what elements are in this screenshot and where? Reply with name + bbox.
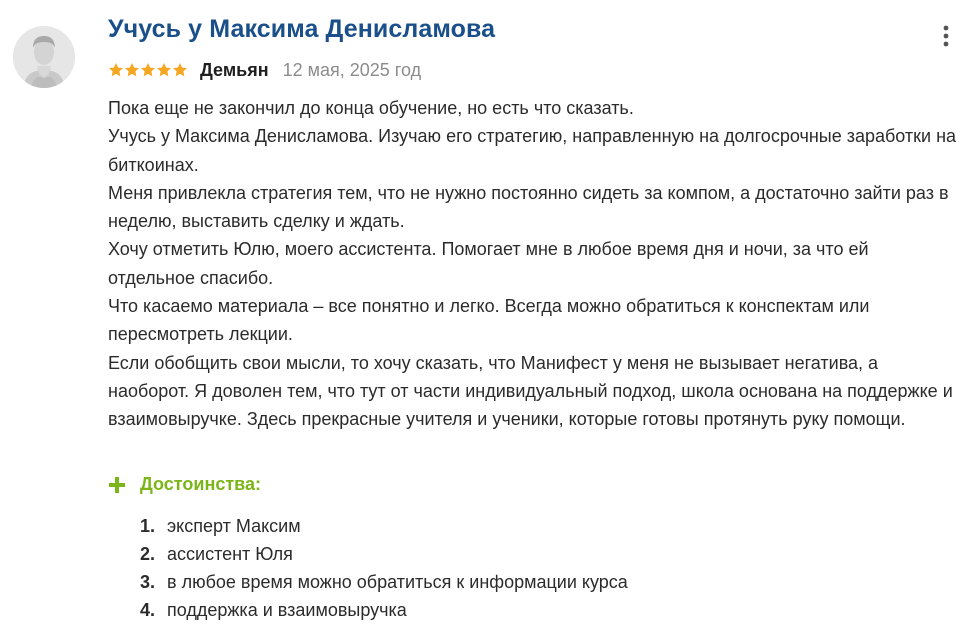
list-item-number: 1.	[140, 516, 156, 536]
review-paragraph: Хочу отметить Юлю, моего ассистента. Помогает мне в любое время дня и ночи, за что ей отдельное спасибо.	[108, 239, 869, 288]
author-name[interactable]: Демьян	[200, 59, 269, 80]
pros-title: Достоинства:	[140, 474, 261, 494]
star-icon	[172, 62, 188, 78]
review-paragraph: Пока еще не закончил до конца обучение, но есть что сказать.	[108, 98, 634, 118]
review-meta	[108, 58, 421, 82]
star-icon	[156, 62, 172, 78]
list-item	[140, 596, 628, 624]
review-paragraph: Если обобщить свои мысли, то хочу сказать, что Манифест у меня не вызывает негатива, а наоборот. Я доволен тем, что тут от части индивидуальный подход, школа основана на поддержке и взаимовыручке. Здесь прекрасные учителя и ученики, которые готовы протянуть руку помощи.	[108, 352, 953, 430]
review-paragraph: Меня привлекла стратегия тем, что не нужно постоянно сидеть за компом, а достаточно зайти раз в неделю, выставить сделку и ждать.	[108, 182, 949, 232]
review-paragraph: Учусь у Максима Денисламова. Изучаю его стратегию, направленную на долгосрочные заработки на биткоинах.	[108, 126, 957, 175]
list-item	[140, 540, 628, 568]
review-date: 12 мая, 2025 год	[282, 59, 422, 80]
avatar[interactable]	[13, 26, 75, 88]
list-item-number: 2.	[140, 544, 156, 564]
list-item-text: поддержка и взаимовыручка	[167, 600, 407, 620]
star-icon	[124, 62, 140, 78]
rating-stars	[108, 62, 188, 78]
list-item-number: 3.	[140, 572, 156, 592]
list-item-text: эксперт Максим	[167, 516, 301, 536]
plus-icon	[108, 476, 126, 494]
star-icon	[140, 62, 156, 78]
star-icon	[108, 62, 124, 78]
user-avatar-icon	[13, 26, 75, 88]
list-item	[140, 512, 628, 540]
review-paragraph: Что касаемо материала – все понятно и легко. Всегда можно обратиться к конспектам или пересмотреть лекции.	[108, 296, 870, 345]
list-item-text: в любое время можно обратиться к информации курса	[167, 572, 628, 592]
review-body	[108, 94, 958, 434]
list-item	[140, 568, 628, 596]
list-item-text: ассистент Юля	[167, 544, 293, 564]
pros-list	[140, 512, 628, 624]
pros-header	[108, 474, 261, 495]
list-item-number: 4.	[140, 600, 156, 620]
review-title[interactable]: Учусь у Максима Денисламова	[108, 15, 496, 43]
more-vertical-icon[interactable]	[936, 24, 956, 48]
